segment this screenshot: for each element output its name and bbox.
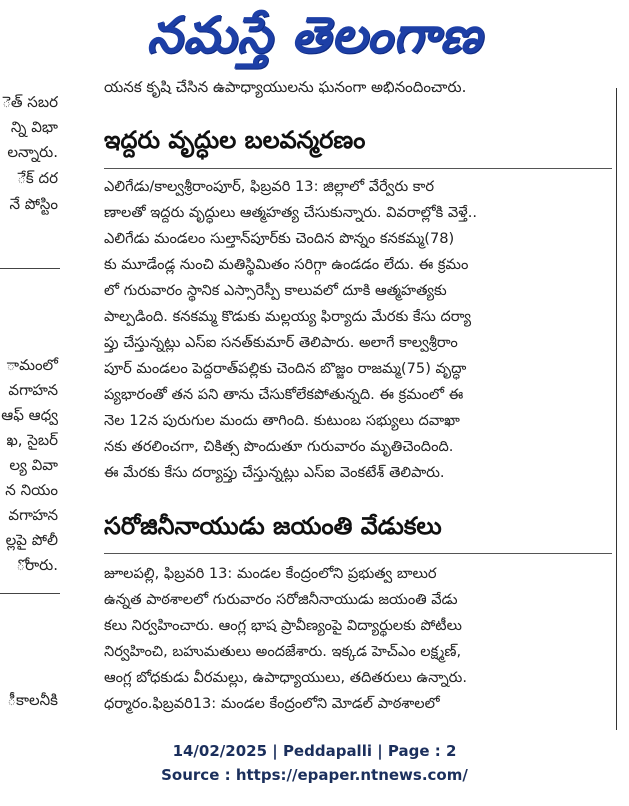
article-line: జూలపల్లి, ఫిబ్రవరి 13: మండల కేంద్రంలోని ప్రభుత్వ బాలుర [104, 565, 437, 582]
left-fragment: ఖ, సైబర్ [6, 431, 58, 449]
left-fragment: ల్య వివా [9, 456, 58, 474]
left-column-divider [0, 593, 60, 594]
left-fragment: ేక్ దర [17, 169, 58, 187]
left-fragment: ామంలో [6, 356, 58, 374]
article-headline: సరోజినీనాయుడు జయంతి వేడుకలు [104, 512, 442, 540]
article-line: నెల 12న పురుగుల మందు తాగింది. కుటుంబ సభ్యులు దవాఖా [104, 412, 460, 429]
article-line: కలు నిర్వహించారు. ఆంగ్ల భాష ప్రావీణ్యంపై విద్యార్థులకు పోటీలు [104, 617, 462, 634]
article-body [104, 561, 564, 717]
article-line: లో గురువారం స్థానిక ఎస్సారెస్పీ కాలువలో దూకి ఆత్మహత్యకు [104, 282, 447, 299]
left-column-divider [0, 268, 60, 269]
article-headline: ఇద్దరు వృద్ధుల బలవన్మరణం [104, 126, 366, 154]
article-line: ఆంగ్ల బోధకుడు వీరమల్లు, ఉపాధ్యాయులు, తదితరులు ఉన్నారు. [104, 669, 467, 686]
article-line: ఈ మేరకు కేసు దర్యాప్తు చేస్తున్నట్లు ఎస్ఐ వెంకటేశ్ తెలిపారు. [104, 464, 445, 481]
article-line: ణాలతో ఇద్దరు వృద్ధులు ఆత్మహత్య చేసుకున్నారు. వివరాల్లోకి వెళ్తే.. [104, 204, 477, 221]
left-fragment: నే పోస్టిం [9, 195, 58, 213]
article-cutline: యనక కృషి చేసిన ఉపాధ్యాయులను ఘనంగా అభినందించారు. [104, 78, 467, 96]
left-fragment: లన్నారు. [7, 143, 58, 161]
article-line: పాల్పడింది. కనకమ్మ కొడుకు మల్లయ్య ఫిర్యాదు మేరకు కేసు దర్యా [104, 308, 472, 325]
left-fragment: ోరారు. [16, 556, 58, 574]
article-line: ఎలిగేడు/కాల్వశ్రీరాంపూర్, ఫిబ్రవరి 13: జిల్లాలో వేర్వేరు కార [104, 178, 435, 195]
left-fragment: ీకాలనీకి [7, 691, 58, 709]
left-fragment: ల్లపై పోలీ [5, 531, 58, 549]
masthead-title: నమస్తే తెలంగాణ [146, 6, 483, 64]
article-line: ధర్మారం.ఫిబ్రవరి13: మండల కేంద్రంలోని మోడల్ పాఠశాలలో [104, 695, 440, 712]
left-fragment: ఆఫ్ ఆధ్వ [1, 406, 58, 424]
clipping-frame [0, 78, 617, 730]
article-line: నిర్వహించి, బహుమతులు అందజేశారు. ఇక్కడ హెచ్ఎం లక్ష్మణ్, [104, 643, 462, 660]
article-line: కు మూడేండ్ల నుంచి మతిస్థిమితం సరిగ్గా ఉండడం లేదు. ఈ క్రమం [104, 256, 469, 273]
left-fragment: న నియం [5, 481, 58, 499]
footer-source[interactable]: Source : https://epaper.ntnews.com/ [161, 766, 468, 784]
left-fragment: వగాహన [8, 381, 58, 399]
article-line: పూర్ మండలం పెద్దరాత్‌పల్లికు చెందిన బొజ్జం రాజమ్మ(75) వృద్ధా [104, 360, 467, 377]
headline-rule [104, 168, 612, 169]
article-line: ప్తు చేస్తున్నట్లు ఎస్ఐ సనత్‌కుమార్ తెలిపారు. అలాగే కాల్వశ్రీరాం [104, 334, 458, 351]
article-line: ప్యభారంతో తన పని తాను చేసుకోలేకపోతున్నది. ఈ క్రమంలో ఈ [104, 386, 464, 403]
footer-dateline: 14/02/2025 | Peddapalli | Page : 2 [172, 742, 457, 760]
masthead [0, 0, 629, 86]
article-body [104, 174, 564, 486]
article-line: ఉన్నత పాఠశాలలో గురువారం సరోజినీనాయుడు జయంతి వేడు [104, 591, 458, 608]
left-fragment: న్ని విభా [10, 118, 58, 136]
article-line: నకు తరలించగా, చికిత్స పొందుతూ గురువారం మృతిచెందింది. [104, 438, 454, 455]
left-column [0, 88, 62, 730]
left-fragment: ెత్ సబర [2, 93, 58, 111]
headline-rule [104, 553, 612, 554]
main-column [104, 78, 616, 730]
article-line: ఎలిగేడు మండలం సుల్తాన్‌పూర్‌కు చెందిన పొన్నం కనకమ్మ(78) [104, 230, 455, 247]
left-fragment: వగాహన [8, 506, 58, 524]
